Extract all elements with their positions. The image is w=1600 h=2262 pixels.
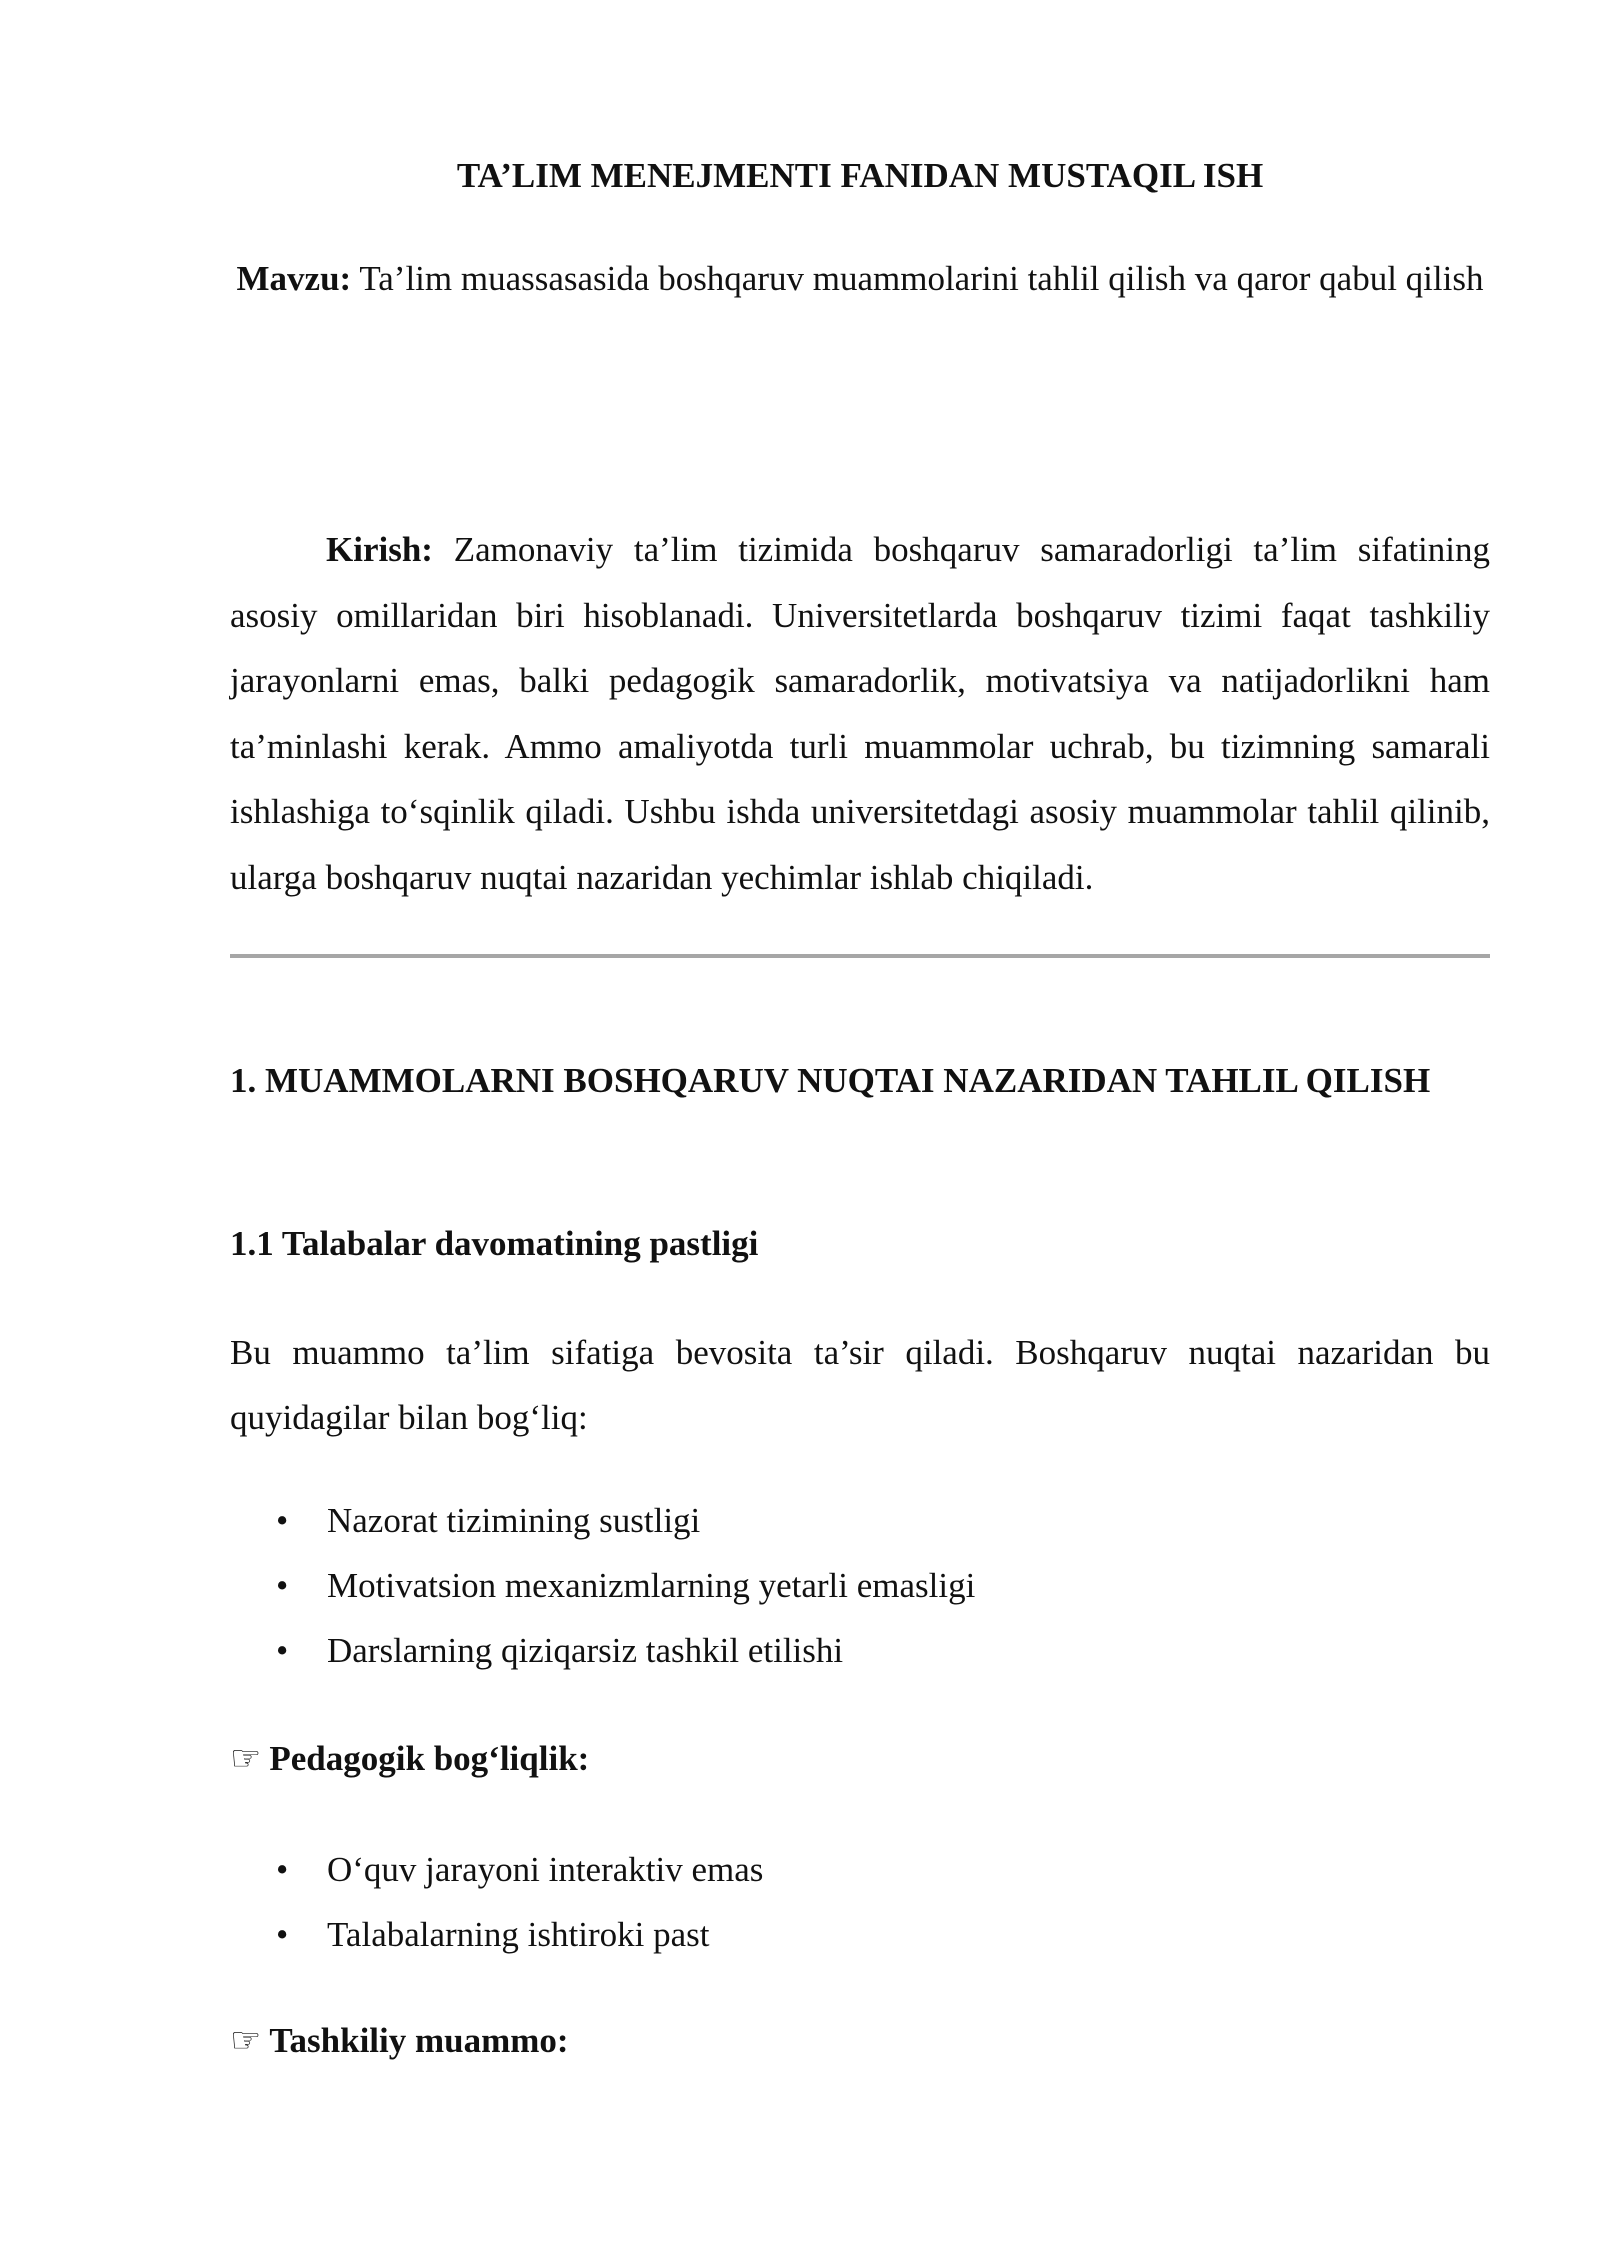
section-paragraph: Bu muammo ta’lim sifatiga bevosita ta’sir qiladi. Boshqaruv nuqtai nazaridan bu quyidagilar bilan bog‘liq: xyxy=(230,1333,1490,1437)
list-item: • Darslarning qiziqarsiz tashkil etilishi xyxy=(230,1618,1490,1683)
bullet-icon: • xyxy=(276,1850,289,1889)
horizontal-divider xyxy=(230,954,1490,958)
topic-label: Mavzu: xyxy=(236,259,352,298)
introduction-text: Zamonaviy ta’lim tizimida boshqaruv samaradorligi ta’lim sifatining asosiy omillaridan biri hisoblanadi. Universitetlarda boshqaruv tizimi faqat tashkiliy jarayonlarni emas, balki pedagogik samaradorlik, motivatsiya va natijadorlikni ham ta’minlashi kerak. Ammo amaliyotda turli muammolar uchrab, bu tizimning samarali ishlashiga to‘sqinlik qiladi. Ushbu ishda universitetdagi asosiy muammolar tahlil qilinib, ularga boshqaruv nuqtai nazaridan yechimlar ishlab chiqiladi. xyxy=(230,530,1490,897)
pedagogical-list xyxy=(230,1837,1490,1967)
organizational-note-label: Tashkiliy muammo: xyxy=(269,2021,569,2060)
list-item: • Motivatsion mexanizmlarning yetarli emasligi xyxy=(230,1553,1490,1618)
bullet-icon: • xyxy=(276,1501,289,1540)
introduction-label: Kirish: xyxy=(326,530,433,569)
list-item: • Nazorat tizimining sustligi xyxy=(230,1488,1490,1553)
problem-list xyxy=(230,1488,1490,1683)
organizational-note xyxy=(230,2017,1490,2065)
list-item: • Talabalarning ishtiroki past xyxy=(230,1902,1490,1967)
topic-text: Ta’lim muassasasida boshqaruv muammolarini tahlil qilish va qaror qabul qilish xyxy=(351,259,1484,298)
document-title: TA’LIM MENEJMENTI FANIDAN MUSTAQIL ISH xyxy=(456,156,1264,195)
subsection-heading: 1.1 Talabalar davomatining pastligi xyxy=(230,1224,759,1263)
bullet-icon: • xyxy=(276,1915,289,1954)
bullet-icon: • xyxy=(276,1566,289,1605)
pedagogical-note xyxy=(230,1735,1490,1783)
introduction-paragraph xyxy=(230,517,1490,910)
pointing-hand-icon: ☞ xyxy=(230,1739,262,1778)
bullet-icon: • xyxy=(276,1631,289,1670)
pointing-hand-icon: ☞ xyxy=(230,2021,262,2060)
section-heading: 1. MUAMMOLARNI BOSHQARUV NUQTAI NAZARIDAN TAHLIL QILISH xyxy=(230,1061,1431,1100)
list-item: • O‘quv jarayoni interaktiv emas xyxy=(230,1837,1490,1902)
topic-line xyxy=(230,246,1490,311)
pedagogical-note-label: Pedagogik bog‘liqlik: xyxy=(269,1739,590,1778)
